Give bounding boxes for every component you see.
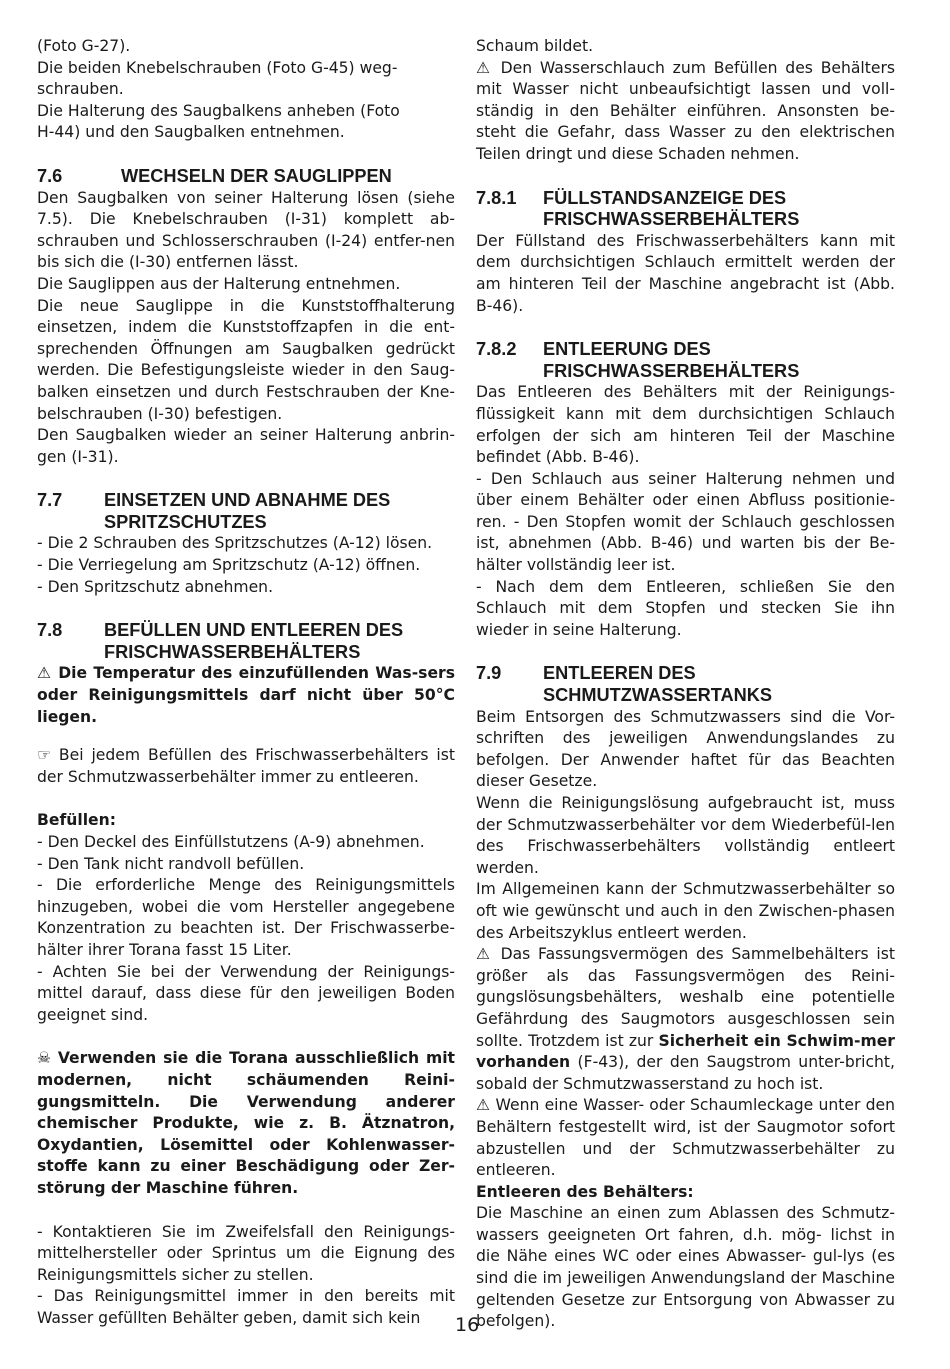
section-7-9-p3: Im Allgemeinen kann der Schmutzwasserbehälter so oft wie gewünscht und auch in den Zwischen-phasen des Arbeitszyklus entleert werden. [476, 880, 895, 942]
section-7-9-p2: Wenn die Reinigungslösung aufgebraucht ist, muss der Schmutzwasserbehälter vor dem Wiederbefül-len des Frischwasserbehälters vollständig entleert werden. [476, 794, 895, 877]
warning-icon: ⚠ [476, 1096, 491, 1115]
intro-line-2: Die beiden Knebelschrauben (Foto G-45) weg-schrauben. [37, 58, 398, 99]
section-7-8-2-p1: Das Entleeren des Behälters mit der Reinigungs-flüssigkeit kann mit dem durchsichtigen Schlauch erfolgen der sich am hinteren Teil der Maschine befindet (Abb. B-46). [476, 383, 895, 467]
section-7-8-heading [37, 620, 455, 663]
section-7-8-1-p1: Der Füllstand des Frischwasserbehälters kann mit dem durchsichtigen Schlauch ermittelt werden der am hinteren Teil der Maschine angebracht ist (Abb. B-46). [476, 231, 895, 315]
section-7-8-2-p3: - Nach dem dem Entleeren, schließen Sie den Schlauch mit dem Stopfen und stecken Sie ihn wieder in seine Halterung. [476, 577, 895, 639]
right-column [476, 36, 895, 1333]
section-number: 7.6 [37, 165, 63, 186]
fill-label: Befüllen: [37, 811, 116, 830]
section-7-9-heading [476, 663, 895, 706]
temperature-warning: ⚠ Die Temperatur des einzufüllenden Was-sers oder Reinigungsmittels darf nicht über 50°C liegen. [37, 664, 455, 726]
section-title: FÜLLSTANDSANZEIGE DES FRISCHWASSERBEHÄLTERS [543, 187, 800, 230]
section-7-8-2-heading [476, 339, 895, 382]
empty-label: Entleeren des Behälters: [476, 1182, 694, 1201]
section-title: BEFÜLLEN UND ENTLEEREN DES FRISCHWASSERBEHÄLTERS [104, 620, 404, 662]
list-item: - Die Verriegelung am Spritzschutz (A-12) öffnen. [37, 556, 421, 575]
hose-warning: ⚠ Den Wasserschlauch zum Befüllen des Behälters mit Wasser nicht unbeaufsichtigt lassen und voll-ständig in den Behälter einführen. Ansonsten be-steht die Gefahr, dass Wasser zu den elektrischen Teilen dringt und diese Schaden nehmen. [476, 58, 895, 163]
section-title: ENTLEEREN DES SCHMUTZWASSERTANKS [543, 663, 773, 706]
warning-icon: ⚠ [476, 58, 493, 77]
page-number: 16 [455, 1314, 480, 1336]
section-number: 7.7 [37, 490, 63, 511]
section-7-8-1-heading [476, 188, 895, 231]
section-7-8-2-p2: - Den Schlauch aus seiner Halterung nehmen und über einem Behälter oder einen Abfluss positionie-ren. - Den Stopfen womit der Schlauch geschlossen ist, abnehmen (Abb. B-46) und warten bis der Be-hälter vollständig leer ist. [476, 469, 895, 575]
warning-icon: ⚠ [476, 945, 493, 964]
leak-warning: ⚠ Wenn eine Wasser- oder Schaumleckage unter den Behältern festgestellt wird, ist der Saugmotor sofort abzustellen und der Schmutzwasserbehälter zu entleeren. [476, 1096, 895, 1180]
warning-icon: ⚠ [37, 664, 52, 683]
intro-line-3: Die Halterung des Saugbalkens anheben (Foto H-44) und den Saugbalken entnehmen. [37, 101, 400, 142]
list-item: - Den Tank nicht randvoll befüllen. [37, 854, 305, 873]
list-item: - Das Reinigungsmittel immer in den bereits mit Wasser gefüllten Behälter geben, damit sich kein [37, 1287, 455, 1327]
section-number: 7.8 [37, 620, 63, 641]
pointing-hand-icon: ☞ [37, 746, 51, 765]
list-item: - Die 2 Schrauben des Spritzschutzes (A-12) lösen. [37, 534, 433, 553]
list-item: - Den Spritzschutz abnehmen. [37, 577, 274, 596]
refill-note: ☞ Bei jedem Befüllen des Frischwasserbehälters ist der Schmutzwasserbehälter immer zu entleeren. [37, 746, 455, 786]
section-7-6-p2: Die Sauglippen aus der Halterung entnehmen. [37, 274, 401, 293]
section-title: EINSETZEN UND ABNAHME DES SPRITZSCHUTZES [104, 490, 391, 532]
list-item: - Die erforderliche Menge des Reinigungsmittels hinzugeben, wobei die vom Hersteller angegebene Konzentration zu beachten ist. Der Frischwasserbe-hälter ihrer Torana fasst 15 Liter. [37, 876, 455, 959]
section-7-6-heading [37, 166, 455, 188]
left-column [37, 36, 455, 1329]
list-item: - Kontaktieren Sie im Zweifelsfall den Reinigungs-mittelhersteller oder Sprintus um die Eignung des Reinigungsmittels sicher zu stellen. [37, 1222, 455, 1284]
section-7-9-empty-text: Die Maschine an einen zum Ablassen des Schmutz-wassers geeigneten Ort fahren, d.h. mög- lichst in die Nähe eines WC oder eines Abwasser- gul-lys (es sind die im jeweiligen Anwendungsland der Maschine geltenden Gesetze zur Entsorgung von Abwasser zu befolgen). [476, 1204, 895, 1331]
list-item: - Den Deckel des Einfüllstutzens (A-9) abnehmen. [37, 833, 425, 851]
continued-text: Schaum bildet. [476, 37, 594, 55]
section-7-6-p3: Die neue Sauglippe in die Kunststoffhalterung einsetzen, indem die Kunststoffzapfen in die ent-sprechenden Öffnungen am Saugbalken gedrückt werden. Die Befestigungsleiste wieder in den Saug-balken einsetzen und durch Festschrauben der Kne-belschrauben (I-30) befestigen. [37, 296, 455, 423]
intro-line-1: (Foto G-27). [37, 37, 131, 55]
section-7-7-heading [37, 490, 455, 533]
section-number: 7.9 [476, 663, 502, 684]
section-title: WECHSELN DER SAUGLIPPEN [121, 165, 392, 186]
section-7-9-p1: Beim Entsorgen des Schmutzwassers sind die Vor-schriften des jeweiligen Anwendungslandes zu befolgen. Der Anwender haftet für das Beachten dieser Gesetze. [476, 707, 895, 791]
section-title: ENTLEERUNG DES FRISCHWASSERBEHÄLTERS [543, 339, 800, 381]
hazard-skull-icon: ☠ [37, 1049, 51, 1068]
section-number: 7.8.2 [476, 339, 517, 360]
section-number: 7.8.1 [476, 187, 517, 208]
chemical-warning: ☠ Verwenden sie die Torana ausschließlich mit modernen, nicht schäumenden Reini-gungsmitteln. Die Verwendung anderer chemischer Produkte, wie z. B. Ätznatron, Oxydantien, Lösemittel oder Kohlenwasser-stoffe kann zu einer Beschädigung oder Zer-störung der Maschine führen. [37, 1049, 455, 1197]
capacity-warning: ⚠ Das Fassungsvermögen des Sammelbehälters ist größer als das Fassungsvermögen des Reini-gungslösungsbehälters, weshalb eine potentielle Gefährdung des Saugmotors ausgeschlossen sein sollte. Trotzdem ist zur Sicherheit ein Schwim-mer vorhanden (F-43), der den Saugstrom unter-bricht, sobald der Schmutzwasserstand zu hoch ist. [476, 945, 896, 1093]
section-7-6-p4: Den Saugbalken wieder an seiner Halterung anbrin-gen (I-31). [37, 426, 455, 466]
list-item: - Achten Sie bei der Verwendung der Reinigungs-mittel darauf, dass diese für den jeweiligen Boden geeignet sind. [37, 962, 455, 1024]
section-7-6-p1: Den Saugbalken von seiner Halterung lösen (siehe 7.5). Die Knebelschrauben (I-31) komplett ab-schrauben und Schlosserschrauben (I-24) entfer-nen bis sich die (I-30) entfernen lässt. [37, 188, 455, 272]
